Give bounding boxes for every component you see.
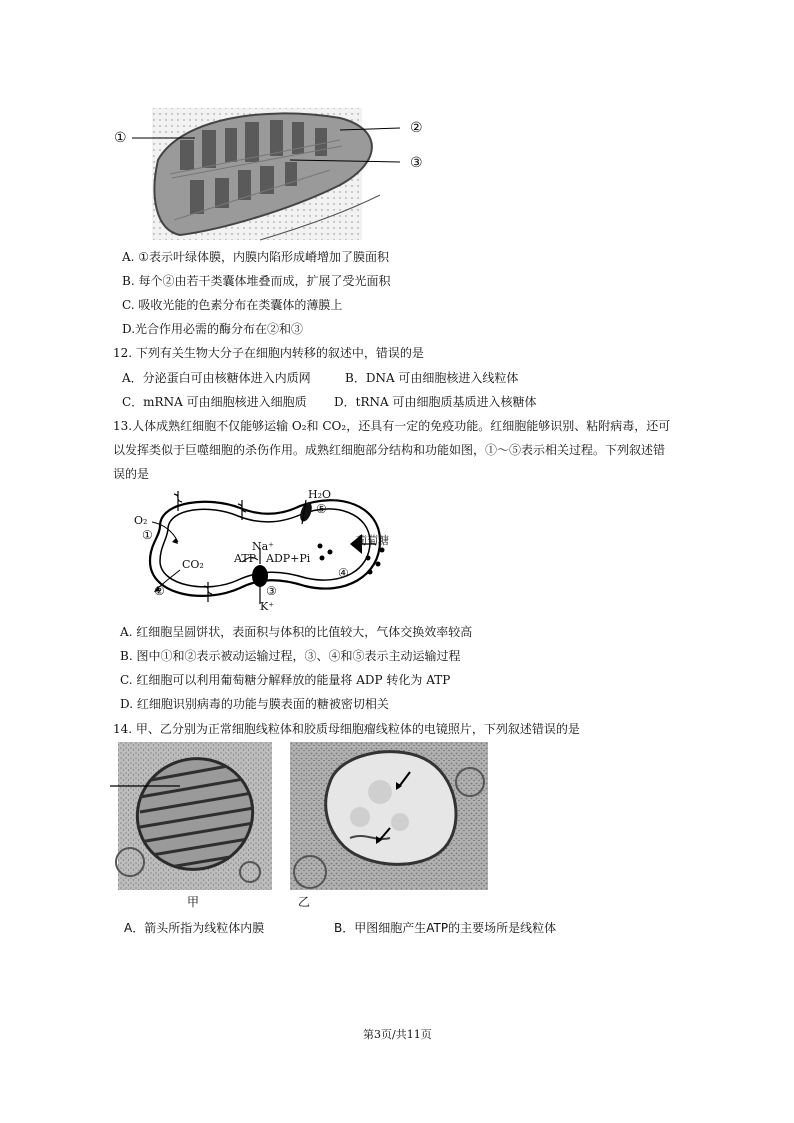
mitochondria-photo-yi bbox=[290, 742, 488, 890]
q14-stem: 14. 甲、乙分别为正常细胞线粒体和胶质母细胞瘤线粒体的电镜照片，下列叙述错误的是 bbox=[113, 722, 580, 736]
q13-option-d: D. 红细胞识别病毒的功能与膜表面的糖被密切相关 bbox=[120, 697, 389, 711]
label-na: Na⁺ bbox=[252, 540, 274, 553]
label-glucose: 葡萄糖 bbox=[356, 534, 389, 547]
label-h2o: H₂O bbox=[308, 488, 332, 501]
mitochondria-photo-jia bbox=[110, 742, 272, 890]
q11-option-a: A. ①表示叶绿体膜，内膜内陷形成嵴增加了膜面积 bbox=[122, 250, 390, 264]
label-p4: ④ bbox=[338, 566, 349, 580]
q13-option-c: C. 红细胞可以利用葡萄糖分解释放的能量将 ADP 转化为 ATP bbox=[120, 673, 451, 687]
label-p2: ② bbox=[154, 584, 165, 598]
q11-option-c: C. 吸收光能的色素分布在类囊体的薄膜上 bbox=[122, 298, 343, 312]
label-jia: 甲 bbox=[187, 895, 200, 909]
q14-option-a: A．箭头所指为线粒体内膜 bbox=[124, 921, 265, 935]
mitochondria-tumor-image bbox=[290, 742, 488, 890]
label-k: K⁺ bbox=[260, 600, 275, 613]
q14-option-b: B．甲图细胞产生ATP的主要场所是线粒体 bbox=[334, 921, 557, 935]
q12-option-c: C．mRNA 可由细胞核进入细胞质 bbox=[122, 395, 307, 409]
q12-option-a: A．分泌蛋白可由核糖体进入内质网 bbox=[122, 371, 311, 385]
label-p3: ③ bbox=[266, 584, 277, 598]
page-footer: 第3页/共11页 bbox=[363, 1028, 432, 1041]
q13-stem-line3: 误的是 bbox=[113, 467, 150, 481]
label-2: ② bbox=[410, 120, 423, 136]
label-1: ① bbox=[114, 130, 127, 146]
q13-stem-line2: 以发挥类似于巨噬细胞的杀伤作用。成熟红细胞部分结构和功能如图，①～⑤表示相关过程。下列叙述错 bbox=[113, 443, 666, 457]
label-atp: ATP bbox=[234, 552, 257, 565]
q13-option-b: B. 图中①和②表示被动运输过程，③、④和⑤表示主动运输过程 bbox=[120, 649, 461, 663]
rbc-figure bbox=[130, 486, 400, 616]
label-co2: CO₂ bbox=[182, 558, 204, 571]
q12-stem: 12. 下列有关生物大分子在细胞内转移的叙述中，错误的是 bbox=[113, 346, 424, 360]
q11-option-b: B. 每个②由若干类囊体堆叠而成，扩展了受光面积 bbox=[122, 274, 391, 288]
q13-stem-line1: 13.人体成熟红细胞不仅能够运输 O₂和 CO₂，还具有一定的免疫功能。红细胞能够识别、粘附病毒，还可 bbox=[113, 419, 671, 433]
q12-option-d: D．tRNA 可由细胞质基质进入核糖体 bbox=[334, 395, 537, 409]
label-yi: 乙 bbox=[298, 895, 311, 909]
label-p5: ⑤ bbox=[316, 502, 327, 516]
label-p1: ① bbox=[142, 528, 153, 542]
label-3: ③ bbox=[410, 155, 423, 171]
label-o2: O₂ bbox=[134, 514, 148, 527]
label-adp: ADP+Pi bbox=[266, 552, 311, 565]
mitochondria-normal-image bbox=[110, 742, 272, 890]
q11-option-d: D.光合作用必需的酶分布在②和③ bbox=[122, 322, 304, 336]
q12-option-b: B．DNA 可由细胞核进入线粒体 bbox=[345, 371, 519, 385]
q13-option-a: A. 红细胞呈圆饼状，表面积与体积的比值较大，气体交换效率较高 bbox=[120, 625, 473, 639]
chloroplast-figure bbox=[110, 100, 440, 245]
chloroplast-image bbox=[110, 100, 440, 245]
